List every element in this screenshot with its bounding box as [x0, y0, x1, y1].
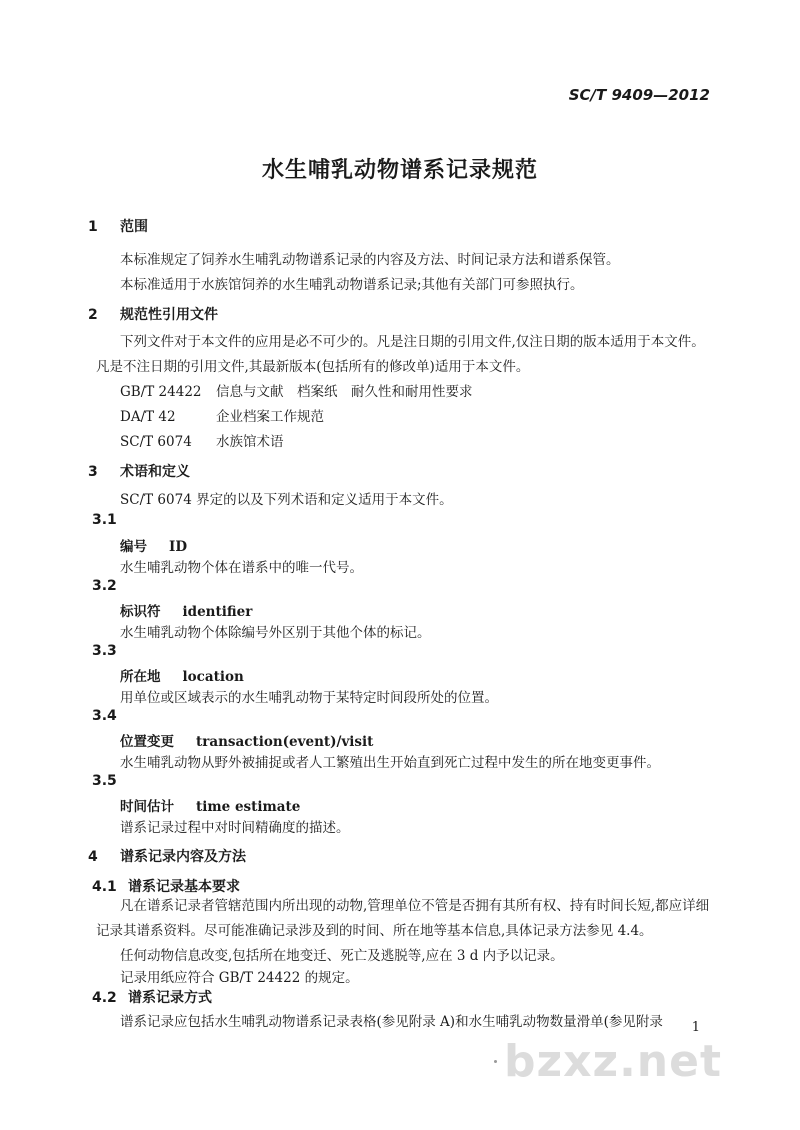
paragraph: 本标准适用于水族馆饲养的水生哺乳动物谱系记录;其他有关部门可参照执行。: [120, 277, 584, 293]
term-definition: 水生哺乳动物从野外被捕捉或者人工繁殖出生开始直到死亡过程中发生的所在地变更事件。: [120, 755, 660, 771]
section-title: 谱系记录内容及方法: [120, 849, 246, 865]
section-title: 术语和定义: [120, 464, 190, 480]
term-entry: [120, 730, 373, 750]
paragraph: 记录用纸应符合 GB/T 24422 的规定。: [120, 970, 359, 986]
normative-reference: [120, 430, 284, 450]
reference-code: SC/T 6074: [120, 434, 192, 450]
term-en: identifier: [182, 604, 253, 620]
normative-reference: [120, 405, 324, 425]
term-en: location: [182, 669, 244, 685]
term-zh: 位置变更: [120, 734, 174, 750]
clause-number: 3.2: [92, 578, 117, 594]
paragraph: 下列文件对于本文件的应用是必不可少的。凡是注日期的引用文件,仅注日期的版本适用于本文件。凡是不注日期的引用文件,其最新版本(包括所有的修改单)适用于本文件。: [96, 334, 705, 375]
section-number: 2: [88, 307, 98, 323]
section-number: 4: [88, 849, 98, 865]
subsection-number: 4.1: [92, 879, 117, 895]
section-2-heading: [88, 304, 218, 324]
subsection-4-1-heading: [92, 876, 240, 896]
subsection-title: 谱系记录基本要求: [128, 879, 240, 895]
term-zh: 所在地: [120, 669, 161, 685]
subsection-title: 谱系记录方式: [128, 990, 212, 1006]
term-zh: 编号: [120, 539, 147, 555]
section-title: 范围: [120, 219, 148, 235]
term-definition: 水生哺乳动物个体在谱系中的唯一代号。: [120, 560, 363, 576]
term-en: ID: [169, 539, 188, 555]
scan-speck: [494, 1060, 497, 1063]
term-definition: 谱系记录过程中对时间精确度的描述。: [120, 820, 350, 836]
section-number: 3: [88, 464, 98, 480]
term-definition: 用单位或区域表示的水生哺乳动物于某特定时间段所处的位置。: [120, 690, 498, 706]
reference-title: 信息与文献 档案纸 耐久性和耐用性要求: [216, 384, 473, 400]
normative-reference: [120, 380, 473, 400]
paragraph: 凡在谱系记录者管辖范围内所出现的动物,管理单位不管是否拥有其所有权、持有时间长短,都应详细记录其谱系资料。尽可能准确记录涉及到的时间、所在地等基本信息,具体记录方法参见 4.4。: [96, 898, 710, 939]
watermark: bzxz.net: [503, 1036, 722, 1087]
section-1-heading: [88, 216, 148, 236]
term-zh: 标识符: [120, 604, 161, 620]
term-en: time estimate: [196, 799, 301, 815]
term-zh: 时间估计: [120, 799, 174, 815]
reference-code: GB/T 24422: [120, 384, 202, 400]
paragraph: SC/T 6074 界定的以及下列术语和定义适用于本文件。: [120, 492, 453, 508]
term-en: transaction(event)/visit: [196, 734, 374, 750]
term-entry: [120, 665, 244, 685]
standard-code: SC/T 9409—2012: [568, 86, 710, 104]
paragraph: 本标准规定了饲养水生哺乳动物谱系记录的内容及方法、时间记录方法和谱系保管。: [120, 252, 620, 268]
section-number: 1: [88, 219, 98, 235]
clause-number: 3.4: [92, 708, 117, 724]
reference-title: 企业档案工作规范: [216, 409, 324, 425]
clause-number: 3.1: [92, 512, 117, 528]
subsection-number: 4.2: [92, 990, 117, 1006]
paragraph: 谱系记录应包括水生哺乳动物谱系记录表格(参见附录 A)和水生哺乳动物数量滑单(参见附录: [120, 1014, 663, 1030]
term-entry: [120, 535, 187, 555]
paragraph: 任何动物信息改变,包括所在地变迁、死亡及逃脱等,应在 3 d 内予以记录。: [120, 948, 564, 964]
clause-number: 3.5: [92, 773, 117, 789]
term-entry: [120, 795, 300, 815]
page-number: 1: [691, 1020, 700, 1035]
term-entry: [120, 600, 252, 620]
term-definition: 水生哺乳动物个体除编号外区别于其他个体的标记。: [120, 625, 431, 641]
reference-code: DA/T 42: [120, 409, 176, 425]
section-title: 规范性引用文件: [120, 307, 218, 323]
subsection-4-2-heading: [92, 987, 212, 1007]
reference-title: 水族馆术语: [216, 434, 284, 450]
clause-number: 3.3: [92, 643, 117, 659]
section-3-heading: [88, 461, 190, 481]
document-title: 水生哺乳动物谱系记录规范: [261, 158, 538, 183]
section-4-heading: [88, 846, 246, 866]
